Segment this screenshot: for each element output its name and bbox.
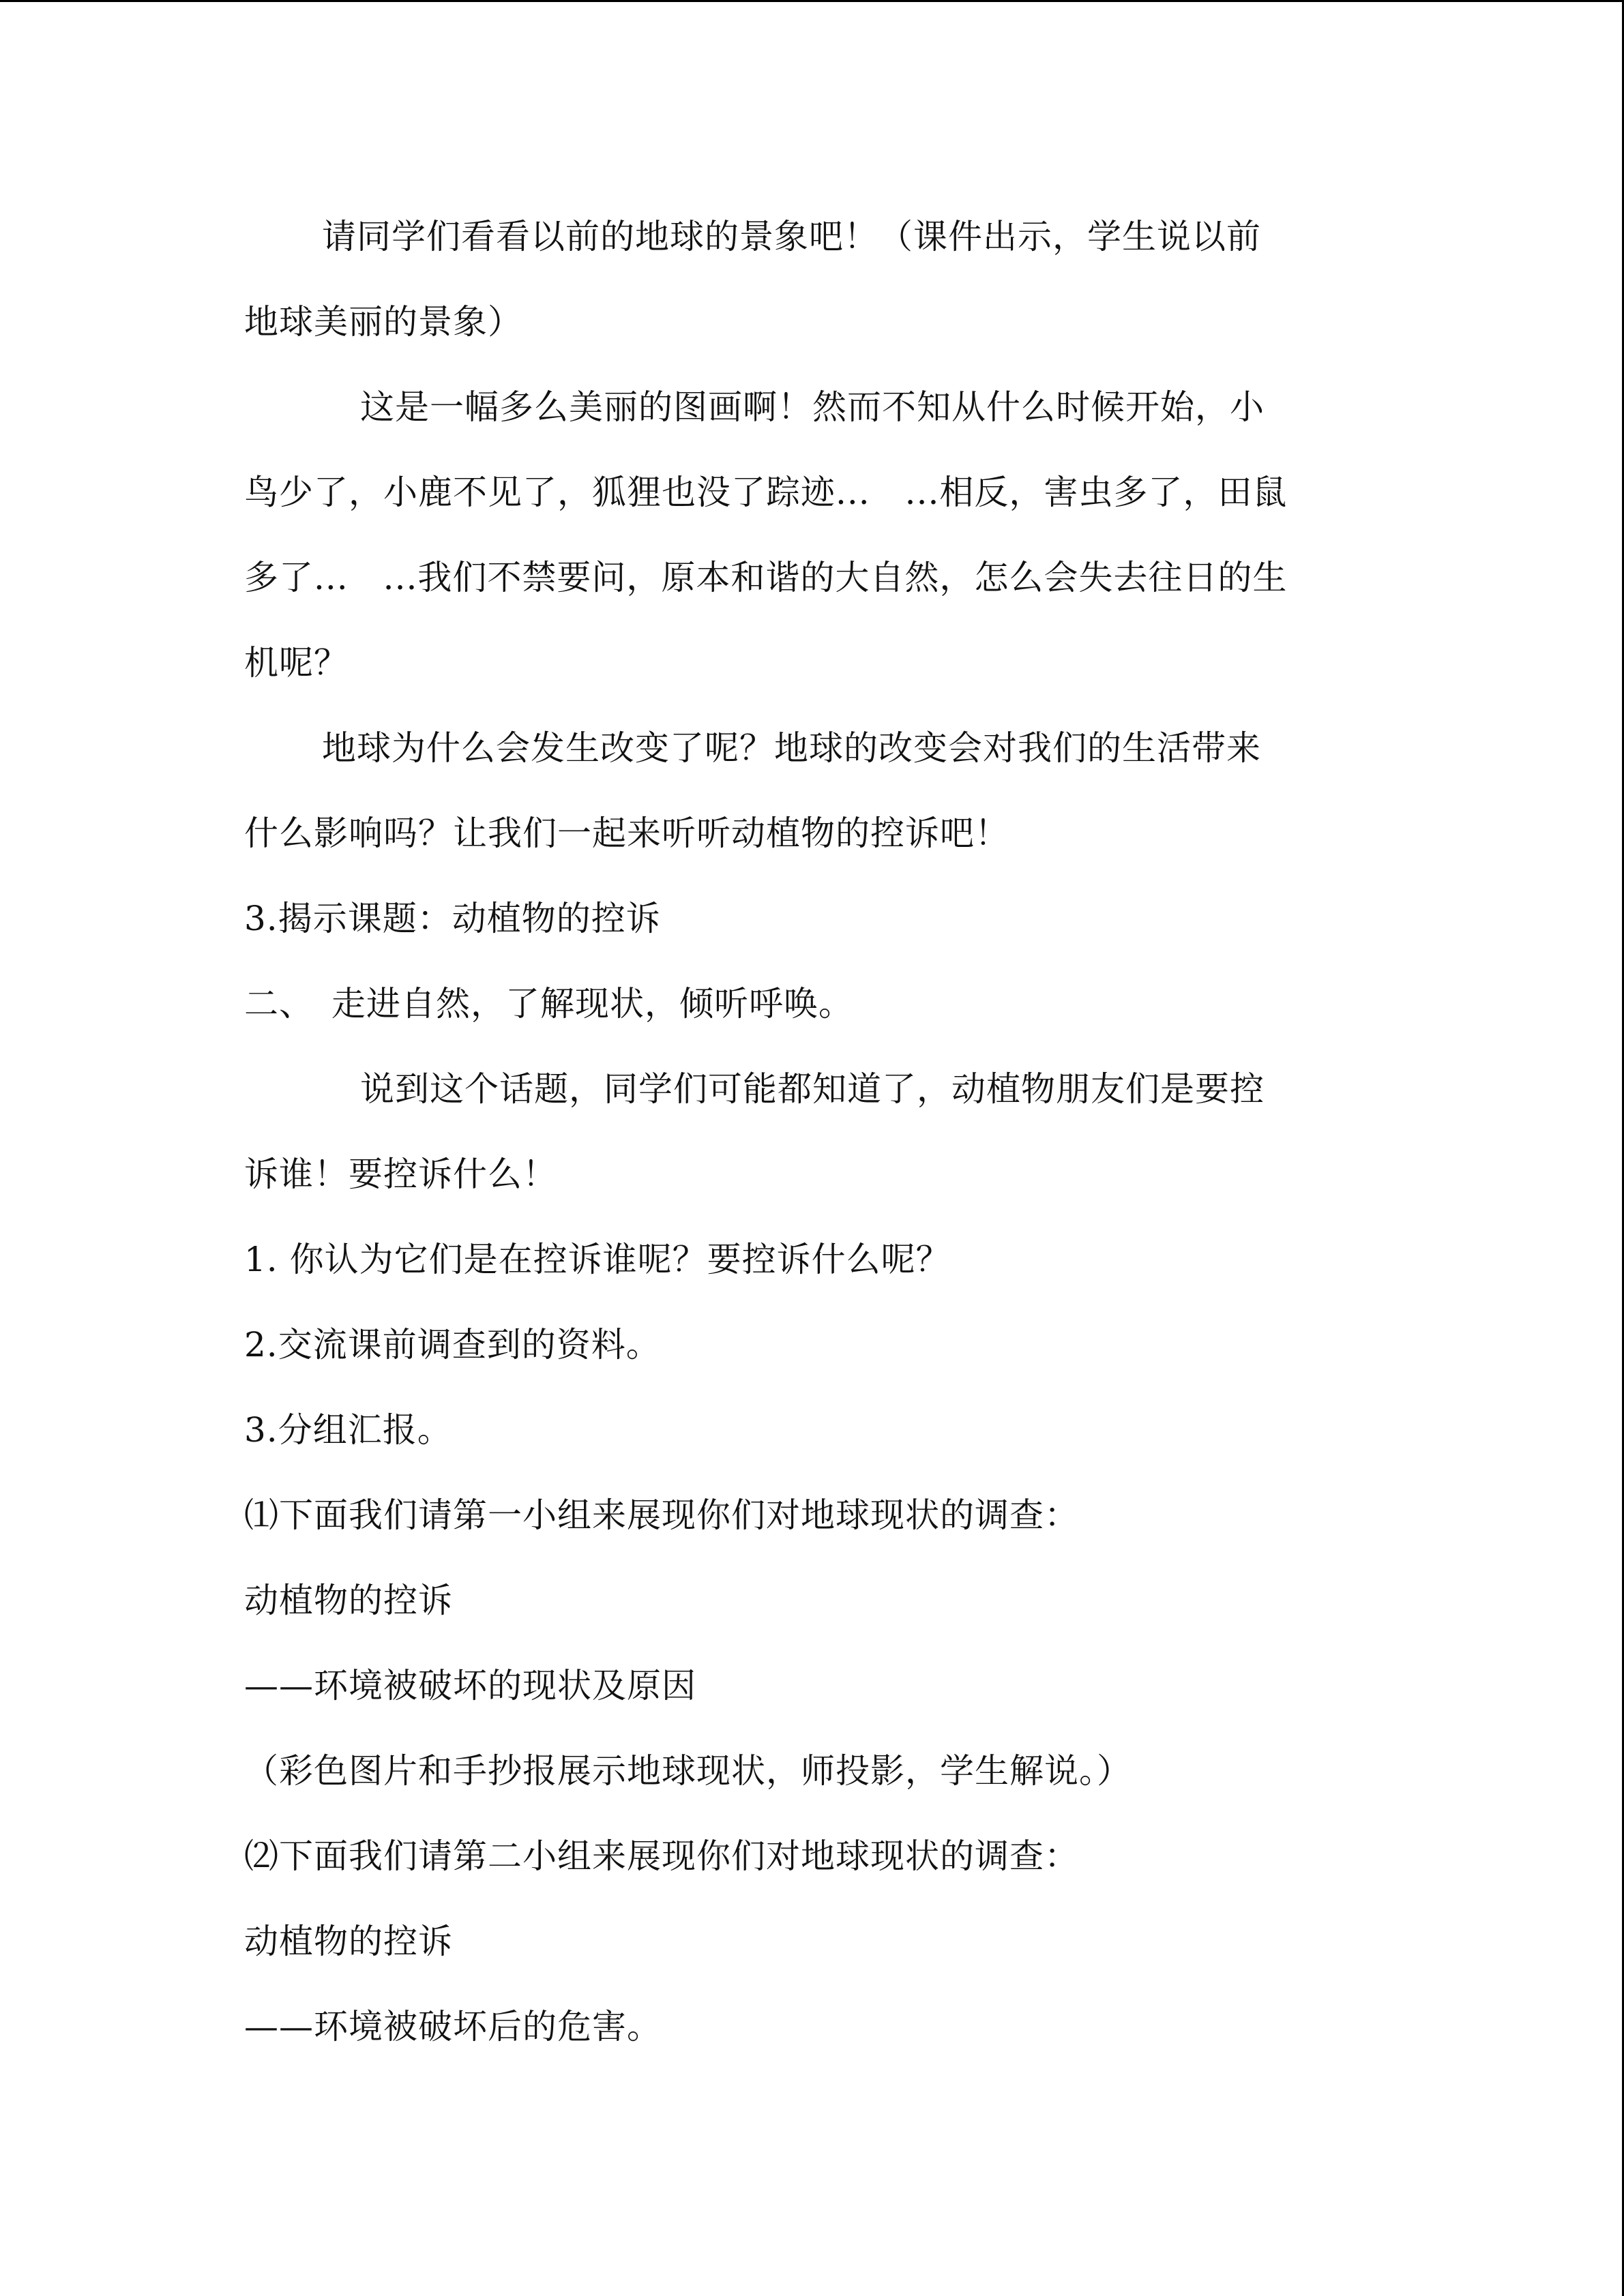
paragraph-line: 请同学们看看以前的地球的景象吧！（课件出示，学生说以前 [322,217,1261,256]
paragraph-line: 地球为什么会发生改变了呢？地球的改变会对我们的生活带来 [322,728,1261,768]
list-item: 3.分组汇报。 [244,1410,452,1450]
section-heading: 3.揭示课题：动植物的控诉 [244,899,661,938]
paragraph-line: 动植物的控诉 [244,1581,453,1620]
paragraph-line: 诉谁！要控诉什么！ [244,1154,557,1194]
list-item: 1. 你认为它们是在控诉谁呢？要控诉什么呢？ [244,1240,951,1279]
list-item: ⑵下面我们请第二小组来展现你们对地球现状的调查： [244,1836,1079,1876]
paragraph-line: （彩色图片和手抄报展示地球现状，师投影，学生解说。） [244,1751,1132,1791]
paragraph-line: 说到这个话题，同学们可能都知道了，动植物朋友们是要控 [360,1069,1265,1109]
paragraph-line: ——环境被破坏的现状及原因 [244,1666,696,1705]
paragraph-line: ——环境被破坏后的危害。 [244,2007,662,2046]
list-item: 2.交流课前调查到的资料。 [244,1325,661,1365]
list-item: ⑴下面我们请第一小组来展现你们对地球现状的调查： [244,1495,1079,1535]
paragraph-line: 什么影响吗？让我们一起来听听动植物的控诉吧！ [244,814,1009,853]
page-top-border [0,0,1624,2]
section-heading: 二、 走进自然，了解现状，倾听呼唤。 [244,984,853,1024]
paragraph-line: 这是一幅多么美丽的图画啊！然而不知从什么时候开始，小 [360,387,1265,427]
paragraph-line: 鸟少了，小鹿不见了，狐狸也没了踪迹... ...相反，害虫多了，田鼠 [244,473,1288,512]
paragraph-line: 多了... ...我们不禁要问，原本和谐的大自然，怎么会失去往日的生 [244,558,1288,597]
paragraph-line: 地球美丽的景象） [244,302,522,342]
paragraph-line: 动植物的控诉 [244,1922,453,1961]
paragraph-line: 机呢？ [244,643,349,683]
